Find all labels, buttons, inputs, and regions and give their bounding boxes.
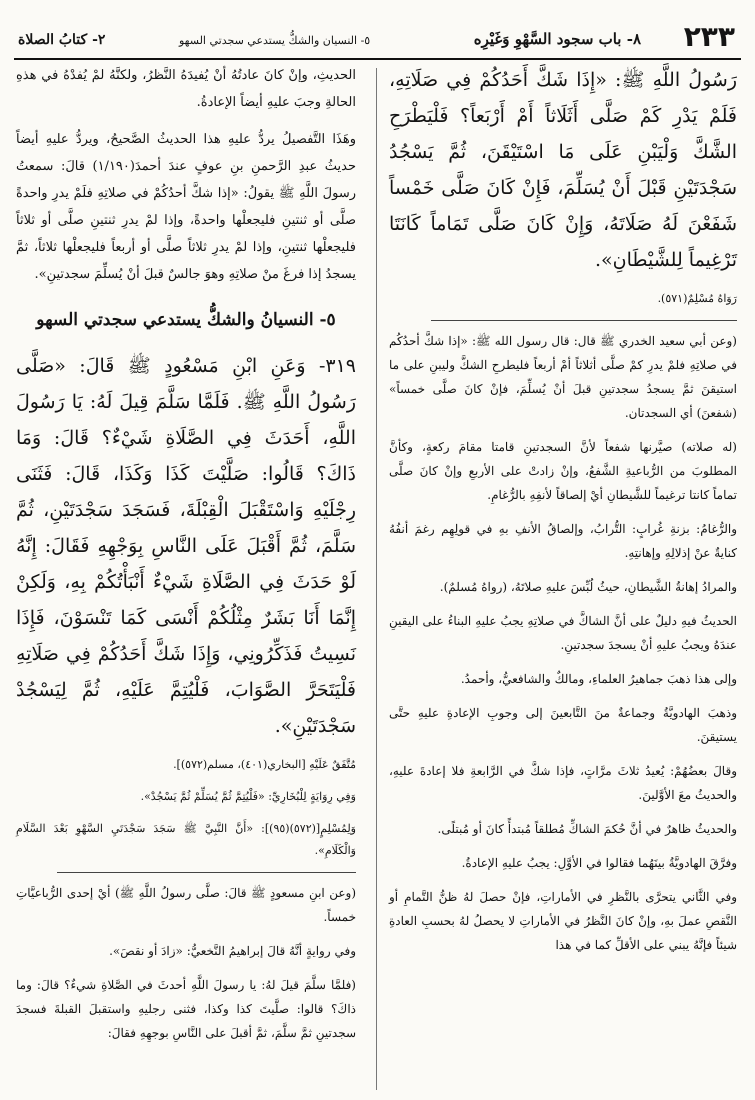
chapter-title: ٨- باب سجود السَّهْوِ وَغَيْرِه <box>473 30 641 48</box>
commentary-paragraph: والرُّغامُ: بزنةِ غُرابٍ: التُّرابُ، وإلصاقُ الأنفِ بهِ في قولِهِم رغمَ أنفُهُ كنايةٌ عنْ إذلالِهِ وإهانتِهِ. <box>389 522 737 560</box>
commentary-paragraph: (فلمَّا سلَّمَ قيلَ لهُ: يا رسولَ اللَّهِ أحدثَ في الصَّلاةِ شيءٌ؟ قالَ: وما ذاكَ؟ قالوا: صلَّيتَ كذا وكذا، فثنى رجليهِ واستقبلَ القبلةَ فسجدَ سجدتينِ ثمَّ سلَّمَ، ثمَّ أقبلَ على النَّاسِ بوجهِهِ فقالَ: <box>16 978 356 1040</box>
hadith-text: ٣١٩- وَعَنِ ابْنِ مَسْعُودٍ ﷺ قَالَ: «صَلَّى رَسُولُ اللَّهِ ﷺ. فَلَمَّا سَلَّمَ قِيلَ لَهُ: يَا رَسُولَ اللَّهِ، أَحَدَثَ فِي الصَّلَاةِ شَيْءٌ؟ قَالَ: وَمَا ذَاكَ؟ قَالُوا: صَلَّيْتَ كَذَا وَكَذَا، قَالَ: فَثَنَى رِجْلَيْهِ وَاسْتَقْبَلَ الْقِبْلَةَ، فَسَجَدَ سَجْدَتَيْنِ، ثُمَّ سَلَّمَ، ثُمَّ أَقْبَلَ عَلَى النَّاسِ بِوَجْهِهِ فَقَالَ: إِنَّهُ لَوْ حَدَثَ فِي الصَّلَاةِ شَيْءٌ أَنْبَأْتُكُمْ بِهِ، وَلَكِنْ إِنَّمَا أَنَا بَشَرٌ مِثْلُكُمْ أَنْسَى كَمَا تَنْسَوْنَ، فَإِذَا نَسِيتُ فَذَكِّرُونِي، وَإِذَا شَكَّ أَحَدُكُمْ فِي صَلَاتِهِ فَلْيَتَحَرَّ الصَّوَابَ، فَلْيُتِمَّ عَلَيْهِ، ثُمَّ لِيَسْجُدْ سَجْدَتَيْنِ». <box>16 355 356 737</box>
commentary-paragraph: الحديثِ، وإنْ كانَ عادتُهُ أنْ يُفيدَهُ النَّظرُ، ولكنَّهُ لمْ يُفدْهُ في هذهِ الحالةِ وجبَ عليهِ أيضاً الإعادةُ. <box>16 68 356 110</box>
section-title: ٥- النسيان والشكُّ يستدعي سجدتي السهو <box>179 34 371 47</box>
section-heading: ٥- النسيانُ والشكُّ يستدعي سجدتي السهو <box>36 310 336 330</box>
hadith-text: رَسُولُ اللَّهِ ﷺ: «إِذَا شَكَّ أَحَدُكُمْ فِي صَلَاتِهِ، فَلَمْ يَدْرِ كَمْ صَلَّى أَثَلَاثاً أَمْ أَرْبَعاً؟ فَلْيَطْرَحِ الشَّكَّ وَلْيَبْنِ عَلَى مَا اسْتَيْقَنَ، ثُمَّ يَسْجُدُ سَجْدَتَيْنِ قَبْلَ أَنْ يُسَلِّمَ، فَإِنْ كَانَ صَلَّى خَمْساً شَفَعْنَ لَهُ صَلَاتَهُ، وَإِنْ كَانَ صَلَّى تَمَاماً كَانَتَا تَرْغِيماً لِلشَّيْطَانِ». <box>389 69 737 271</box>
commentary-paragraph: (له صلاته) صيَّرنها شفعاً لأنَّ السجدتينِ قامتا مقامَ ركعةٍ، وكأنَّ المطلوبَ من الرُّباعيةِ الشَّفعُ، وإنْ زادتْ على الأربعِ وإنْ كانَ صلَّى تماماً كانتا ترغيماً للشَّيطانِ أيْ إلصاقاً لأنفِهِ بالرُّغامِ. <box>389 440 737 502</box>
hadith-source: مُتَّفَقٌ عَلَيْهِ [البخاري(٤٠١)، مسلم(٥٧٢)]. <box>173 758 356 771</box>
commentary-paragraph: وإلى هذا ذهبَ جماهيرُ العلماءِ، ومالكٌ والشافعيُّ، وأحمدُ. <box>460 672 737 686</box>
hadith-source: رَوَاهُ مُسْلِمٌ(٥٧١). <box>657 292 737 305</box>
commentary-paragraph: وذهبَ الهادويَّةُ وجماعةٌ منَ التَّابعينَ إلى وجوبِ الإعادةِ عليهِ حتَّى يستيقنَ. <box>389 706 737 744</box>
right-column <box>389 62 737 1090</box>
commentary-paragraph: والحديثُ ظاهرٌ في أنَّ حُكمَ الشاكِّ مُطلقاً مُبتدأً كانَ أو مُبتلًى. <box>437 822 737 836</box>
separator-line <box>57 872 356 873</box>
commentary-paragraph: (وعن أبي سعيد الخدري ﷺ قال: قال رسول الله ﷺ: «إذا شكَّ أحدُكُم في صلاتِهِ فلمْ يدرِ كمْ صلَّى أثلاثاً أمْ أربعاً فليطرحِ الشكَّ وليبنِ على ما استيقنَ ثمَّ يسجدُ سجدتينِ قبلَ أنْ يُسلِّمَ، فإنْ كانَ صلَّى خمساً» (شفعنَ) أي السجدتان. <box>389 334 737 420</box>
commentary-paragraph: (وعن ابنِ مسعودٍ ﷺ قالَ: صلَّى رسولُ اللَّهِ ﷺ) أيْ إحدى الرُّباعيَّاتِ خمساً. <box>16 886 357 924</box>
hadith-source: وَفِي رِوَايَةٍ لِلْبُخَارِيِّ: «فَلْيُتِمَّ ثُمَّ يُسَلِّمْ ثُمَّ يَسْجُدْ». <box>140 790 356 803</box>
commentary-paragraph: وفرَّقَ الهادويَّةُ بينَهُما فقالوا في الأوَّلِ: يجبُ عليهِ الإعادةُ. <box>461 856 737 870</box>
commentary-paragraph: وفي روايةٍ أنَّهُ قالَ إبراهيمُ النَّخعيُّ: «زادَ أو نقصَ». <box>109 944 356 958</box>
page-number: ٢٣٣ <box>683 20 735 53</box>
commentary-paragraph: وهَذَا التَّفصيلُ يردُّ عليهِ هذا الحديثُ الصَّحيحُ، ويردُّ عليهِ أيضاً حديثُ عبدِ الرَّحمنِ بنِ عوفٍ عندَ أحمدَ(١/١٩٠) قالَ: سمعتُ رسولَ اللَّهِ ﷺ يقولُ: «إذا شكَّ أحدُكُمْ في صلاتِهِ فلَمْ يدرِ واحدةً صلَّى أو ثنتينِ فليجعلْها واحدةً، وإذا لمْ يدرِ ثنتينِ صلَّى أو ثلاثاً فليجعلْها ثنتينِ، وإذا لمْ يدرِ ثلاثاً صلَّى أو أربعاً فليجعلْها ثلاثاً، ثمَّ يسجدُ إذا فرغَ منْ صلاتِهِ وهوَ جالسٌ قبلَ أنْ يُسلِّمَ سجدتينِ». <box>16 132 356 282</box>
page-header <box>14 20 741 60</box>
column-divider <box>376 68 377 1090</box>
hadith-source: وَلِمُسْلِمٍ[(٥٧٢)(٩٥)]: «أَنَّ النَّبِيَّ ﷺ سَجَدَ سَجْدَتَيِ السَّهْوِ بَعْدَ السَّلَامِ وَالْكَلَامِ». <box>16 822 356 857</box>
separator-line <box>431 320 737 321</box>
commentary-paragraph: الحديثُ فيهِ دليلٌ على أنَّ الشاكَّ في صلاتِهِ يجبُ عليهِ البناءُ على اليقينِ عندَهُ ويجبُ عليهِ أنْ يسجدَ سجدتينِ. <box>389 614 737 652</box>
left-column <box>16 62 356 1090</box>
commentary-paragraph: وقالَ بعضُهُمْ: يُعيدُ ثلاثَ مرَّاتٍ، فإذا شكَّ في الرَّابعةِ فلا إعادةَ عليهِ، والحديثُ معَ الأوَّلينَ. <box>389 764 737 802</box>
commentary-paragraph: وفي الثَّاني يتحرَّى بالنَّظرِ في الأماراتِ، فإنْ حصلَ لهُ ظنُّ التَّمامِ أو النَّقصِ عملَ بهِ، وإنْ كانَ النَّظرُ في الأماراتِ لا يحصلُ لهُ بحسبِ العادةِ شيئاً فإنَّهُ يبني على الأقلِّ كما في هذا <box>389 890 738 952</box>
commentary-paragraph: والمرادُ إهانةُ الشَّيطانِ، حيثُ لُبِّسَ عليهِ صلاتَهُ، (رواهُ مُسلمٌ). <box>439 580 737 594</box>
book-title: ٢- كتابُ الصلاة <box>18 32 106 48</box>
